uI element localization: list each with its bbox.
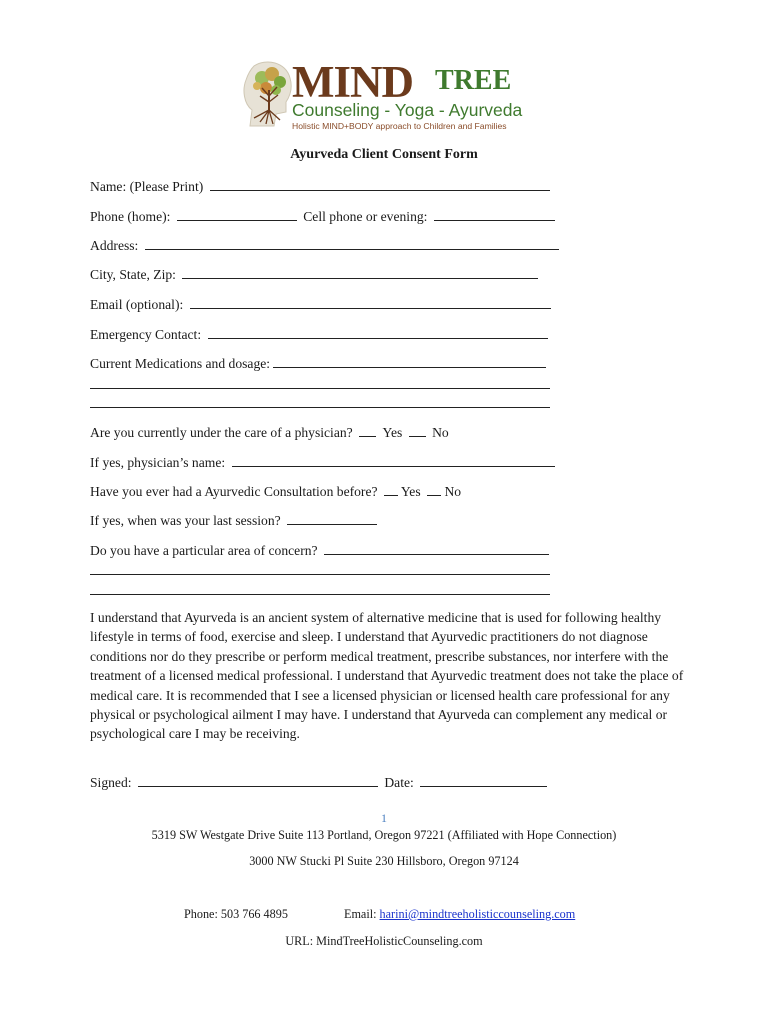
concern-row — [90, 541, 549, 559]
city-state-zip-field[interactable] — [182, 265, 538, 279]
medications-line-2[interactable] — [90, 388, 550, 389]
address-field[interactable] — [145, 236, 559, 250]
consultation-question-row — [90, 482, 461, 500]
form-title: Ayurveda Client Consent Form — [290, 147, 478, 162]
phone-home-field[interactable] — [177, 207, 297, 221]
footer-email-label: Email: — [344, 907, 377, 921]
city-state-zip-label: City, State, Zip: — [90, 267, 176, 282]
last-session-label: If yes, when was your last session? — [90, 513, 281, 528]
footer-url: URL: MindTreeHolisticCounseling.com — [285, 934, 483, 948]
logo-wordmark-mind: MIND — [292, 57, 413, 107]
date-field[interactable] — [420, 773, 547, 787]
cell-phone-label: Cell phone or evening: — [303, 209, 428, 224]
concern-label: Do you have a particular area of concern? — [90, 543, 318, 558]
physician-no-label: No — [432, 425, 449, 440]
signed-label: Signed: — [90, 775, 132, 790]
physician-question: Are you currently under the care of a physician? — [90, 425, 353, 440]
tree-head-icon — [240, 60, 296, 132]
cell-phone-field[interactable] — [434, 207, 555, 221]
concern-field[interactable] — [324, 541, 549, 555]
consent-statement: I understand that Ayurveda is an ancient system of alternative medicine that is used for following healthy lifestyle in terms of food, exercise and sleep. I understand that Ayurvedic practitioners do not diagnose conditions nor do they prescribe or perform medical treatment, prescribe substances, nor interfere with the treatment of a licensed medical professional. I understand that Ayurvedic treatment does not take the place of medical care. It is recommended that I see a licensed physician or licensed health care professional for any physical or psychological ailment I may have. I understand that Ayurveda can complement any medical or psychological care I may be receiving. — [90, 610, 684, 742]
footer-address-hillsboro: 3000 NW Stucki Pl Suite 230 Hillsboro, Oregon 97124 — [249, 854, 519, 868]
email-field[interactable] — [190, 295, 551, 309]
medications-row — [90, 354, 546, 372]
mindtree-logo — [240, 57, 530, 132]
consultation-question: Have you ever had a Ayurvedic Consultation before? — [90, 484, 378, 499]
physician-name-row — [90, 453, 555, 471]
logo-wordmark-tree: TREE — [435, 65, 512, 96]
consultation-yes-blank[interactable] — [384, 482, 398, 496]
name-field[interactable] — [210, 177, 550, 191]
physician-yes-label: Yes — [382, 425, 403, 440]
medications-line-3[interactable] — [90, 407, 550, 408]
footer-email-link[interactable]: harini@mindtreeholisticcounseling.com — [379, 907, 576, 921]
logo-subtitle: Counseling - Yoga - Ayurveda — [292, 100, 523, 120]
city-row — [90, 265, 538, 283]
phone-home-label: Phone (home): — [90, 209, 171, 224]
phone-row — [90, 207, 555, 225]
concern-line-3[interactable] — [90, 594, 550, 595]
consultation-yes-label: Yes — [400, 484, 421, 499]
physician-question-row — [90, 423, 449, 441]
physician-yes-blank[interactable] — [359, 423, 376, 437]
emergency-row — [90, 325, 548, 343]
medications-label: Current Medications and dosage: — [90, 356, 271, 371]
address-row — [90, 236, 559, 254]
physician-name-field[interactable] — [232, 453, 555, 467]
name-row — [90, 177, 550, 195]
physician-name-label: If yes, physician’s name: — [90, 455, 226, 470]
consultation-no-label: No — [444, 484, 462, 499]
footer-address-portland: 5319 SW Westgate Drive Suite 113 Portland, Oregon 97221 (Affiliated with Hope Connection) — [151, 828, 617, 842]
medications-field[interactable] — [273, 354, 546, 368]
signature-field[interactable] — [138, 773, 378, 787]
emergency-contact-label: Emergency Contact: — [90, 327, 202, 342]
page-number: 1 — [381, 811, 387, 825]
date-label: Date: — [384, 775, 414, 790]
concern-line-2[interactable] — [90, 574, 550, 575]
emergency-contact-field[interactable] — [208, 325, 548, 339]
consultation-no-blank[interactable] — [427, 482, 441, 496]
last-session-row — [90, 511, 377, 529]
email-row — [90, 295, 551, 313]
footer-email-row — [344, 907, 575, 922]
last-session-field[interactable] — [287, 511, 377, 525]
name-label: Name: (Please Print) — [90, 179, 204, 194]
footer-phone: Phone: 503 766 4895 — [184, 907, 288, 921]
signature-row — [90, 773, 547, 791]
physician-no-blank[interactable] — [409, 423, 426, 437]
address-label: Address: — [90, 238, 139, 253]
email-label: Email (optional): — [90, 297, 184, 312]
logo-tagline: Holistic MIND+BODY approach to Children and Families — [292, 121, 507, 131]
